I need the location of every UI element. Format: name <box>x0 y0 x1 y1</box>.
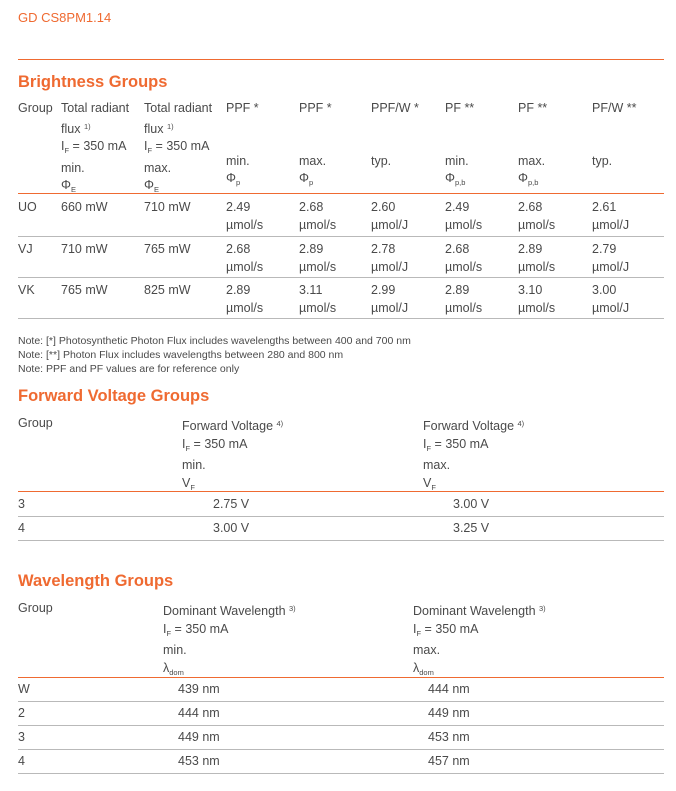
row-divider <box>18 540 664 541</box>
document-id: GD CS8PM1.14 <box>18 10 112 25</box>
table-cell: 2.89 µmol/s <box>518 242 556 274</box>
row-divider <box>18 318 664 319</box>
table-row-group: 2 <box>18 706 25 720</box>
table-row-group: 3 <box>18 497 25 511</box>
table-cell: 2.49 µmol/s <box>445 200 483 232</box>
table-cell: 710 mW <box>144 200 191 214</box>
voltage-header-divider <box>18 491 664 492</box>
table-cell: 2.99 µmol/J <box>371 283 409 315</box>
header-divider <box>18 59 664 60</box>
table-cell: 444 nm <box>178 706 220 720</box>
table-row-group: VK <box>18 283 35 297</box>
col-header-pfw: PF/W ** typ. <box>592 101 637 168</box>
table-cell: 3.25 V <box>453 521 490 535</box>
wavelength-header-divider <box>18 677 664 678</box>
table-cell: 2.78 µmol/J <box>371 242 409 274</box>
table-row-group: 4 <box>18 754 25 768</box>
table-cell: 2.60 µmol/J <box>371 200 409 232</box>
table-cell: 765 mW <box>61 283 108 297</box>
table-cell: 2.68 µmol/s <box>226 242 264 274</box>
col-header-voltage-min: Forward Voltage $^{4)}$ $I_F = 350$ mA min. $V_F$ <box>182 419 284 492</box>
brightness-header-divider <box>18 193 664 194</box>
table-row-group: W <box>18 682 30 696</box>
row-divider <box>18 277 664 278</box>
note-pf: Note: [**] Photon Flux includes wavelengths between 280 and 800 nm <box>18 349 344 361</box>
table-cell: 3.10 µmol/s <box>518 283 556 315</box>
table-cell: 3.00 V <box>453 497 490 511</box>
table-cell: 660 mW <box>61 200 108 214</box>
table-cell: 3.00 V <box>213 521 250 535</box>
col-header-ppfw: PPF/W * typ. <box>371 101 419 168</box>
col-header-group: Group <box>18 601 53 615</box>
note-ppf: Note: [*] Photosynthetic Photon Flux includes wavelengths between 400 and 700 nm <box>18 335 411 347</box>
col-header-ppf-max: PPF * max. $\Phi_p$ <box>299 101 332 187</box>
table-cell: 2.68 µmol/s <box>445 242 483 274</box>
table-cell: 2.89 µmol/s <box>445 283 483 315</box>
table-cell: 2.61 µmol/J <box>592 200 630 232</box>
voltage-title: Forward Voltage Groups <box>18 387 210 405</box>
col-header-pf-max: PF ** max. $\Phi_{p,b}$ <box>518 101 548 187</box>
row-divider <box>18 773 664 774</box>
table-cell: 2.89 µmol/s <box>226 283 264 315</box>
table-cell: 710 mW <box>61 242 108 256</box>
table-cell: 2.68 µmol/s <box>518 200 556 232</box>
table-cell: 444 nm <box>428 682 470 696</box>
row-divider <box>18 749 664 750</box>
table-cell: 439 nm <box>178 682 220 696</box>
table-cell: 453 nm <box>428 730 470 744</box>
table-cell: 3.00 µmol/J <box>592 283 630 315</box>
col-header-wavelength-min: Dominant Wavelength $^{3)}$ $I_F = 350$ mA min. $\lambda_{dom}$ <box>163 604 296 677</box>
table-row-group: 4 <box>18 521 25 535</box>
row-divider <box>18 701 664 702</box>
row-divider <box>18 236 664 237</box>
table-cell: 457 nm <box>428 754 470 768</box>
wavelength-title: Wavelength Groups <box>18 572 174 590</box>
row-divider <box>18 725 664 726</box>
table-cell: 2.75 V <box>213 497 250 511</box>
table-row-group: VJ <box>18 242 33 256</box>
table-cell: 2.79 µmol/J <box>592 242 630 274</box>
col-header-wavelength-max: Dominant Wavelength $^{3)}$ $I_F = 350$ mA max. $\lambda_{dom}$ <box>413 604 546 677</box>
table-cell: 3.11 µmol/s <box>299 283 337 315</box>
table-cell: 449 nm <box>178 730 220 744</box>
table-cell: 2.68 µmol/s <box>299 200 337 232</box>
note-reference: Note: PPF and PF values are for reference only <box>18 363 240 375</box>
col-header-pf-min: PF ** min. $\Phi_{p,b}$ <box>445 101 475 187</box>
table-cell: 449 nm <box>428 706 470 720</box>
table-row-group: UO <box>18 200 37 214</box>
col-header-flux-max: Total radiant flux $^{1)}$ $I_F = 350$ mA max. $\Phi_E$ <box>144 101 213 194</box>
row-divider <box>18 516 664 517</box>
col-header-voltage-max: Forward Voltage $^{4)}$ $I_F = 350$ mA max. $V_F$ <box>423 419 525 492</box>
table-cell: 2.89 µmol/s <box>299 242 337 274</box>
table-cell: 765 mW <box>144 242 191 256</box>
table-cell: 2.49 µmol/s <box>226 200 264 232</box>
table-cell: 825 mW <box>144 283 191 297</box>
col-header-group: Group <box>18 101 53 115</box>
col-header-ppf-min: PPF * min. $\Phi_p$ <box>226 101 259 187</box>
table-cell: 453 nm <box>178 754 220 768</box>
col-header-flux-min: Total radiant flux $^{1)}$ $I_F = 350$ mA min. $\Phi_E$ <box>61 101 130 194</box>
table-row-group: 3 <box>18 730 25 744</box>
col-header-group: Group <box>18 416 53 430</box>
brightness-title: Brightness Groups <box>18 73 168 91</box>
